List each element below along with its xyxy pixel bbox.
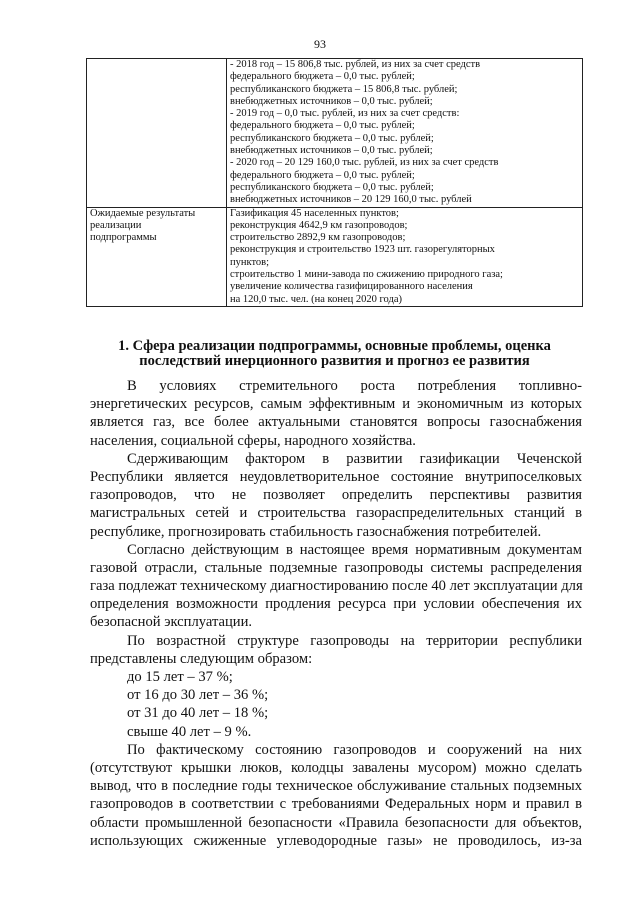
text-line: В условиях стремительного роста потребления топливно- (127, 378, 582, 394)
text-line: использующих сжиженные углеводородные газы» не проводилось, из-за (90, 832, 582, 849)
section-heading (86, 339, 583, 369)
text-line: (отсутствуют крышки люков, колодцы завалены мусором) можно сделать (90, 759, 582, 776)
funding-line: внебюджетных источников – 20 129 160,0 тыс. рублей (230, 194, 472, 206)
funding-line: федерального бюджета – 0,0 тыс. рублей; (230, 71, 415, 83)
text-line: республике, прогнозировать стабильность газоснабжения потребителей. (90, 523, 542, 540)
results-line: строительство 1 мини-завода по сжижению природного газа; (230, 269, 503, 281)
list-item: свыше 40 лет – 9 %. (127, 723, 252, 740)
list-item: от 31 до 40 лет – 18 %; (127, 705, 269, 722)
funding-line: республиканского бюджета – 0,0 тыс. рублей; (230, 181, 434, 193)
funding-line: федерального бюджета – 0,0 тыс. рублей; (230, 169, 415, 181)
results-label-line: Ожидаемые результаты (90, 207, 196, 219)
text-line: энергетических ресурсов, самым эффективным и экономичным из которых (90, 396, 582, 413)
results-label-cell (87, 207, 227, 306)
funding-cell (227, 59, 583, 208)
results-line: Газификация 45 населенных пунктов; (230, 207, 399, 219)
results-line: реконструкция 4642,9 км газопроводов; (230, 219, 408, 231)
text-line: представлены следующим образом: (90, 650, 313, 667)
text-line: Согласно действующим в настоящее время нормативным документам (127, 541, 582, 558)
page-number: 93 (314, 37, 326, 51)
table-row (87, 207, 583, 306)
table-cell-empty (87, 59, 227, 208)
subprogram-passport-table (86, 58, 583, 307)
text-line: определения возможности продления ресурса при условии обеспечения их (90, 596, 582, 613)
text-line: газопроводов в соответствии с требованиями Федеральных норм и правил в (90, 796, 582, 813)
funding-line: - 2018 год – 15 806,8 тыс. рублей, из них за счет средств (230, 59, 481, 70)
text-line: вывод, что в последние годы техническое обслуживание стальных подземных (90, 778, 582, 795)
funding-line: федерального бюджета – 0,0 тыс. рублей; (230, 120, 415, 132)
text-line: газопроводов, что не позволяет определить перспективы развития (90, 487, 582, 504)
results-line: реконструкция и строительство 1923 шт. газорегуляторных (230, 244, 495, 256)
results-line: на 120,0 тыс. чел. (на конец 2020 года) (230, 293, 402, 305)
funding-line: внебюджетных источников – 0,0 тыс. рублей; (230, 145, 433, 157)
body-text (90, 377, 582, 850)
list-item: от 16 до 30 лет – 36 %; (127, 687, 269, 704)
funding-line: республиканского бюджета – 0,0 тыс. рублей; (230, 132, 434, 144)
funding-line: республиканского бюджета – 15 806,8 тыс. рублей; (230, 83, 458, 95)
list-item: до 15 лет – 37 %; (127, 669, 233, 685)
results-label-line: подпрограммы (90, 232, 157, 244)
funding-line: - 2019 год – 0,0 тыс. рублей, из них за счет средств: (230, 108, 460, 120)
results-line: строительство 2892,9 км газопроводов; (230, 232, 406, 244)
funding-line: внебюджетных источников – 0,0 тыс. рублей; (230, 95, 433, 107)
text-line: газовой отрасли, стальные подземные газопроводы системы распределения (90, 559, 582, 576)
results-line: пунктов; (230, 256, 270, 268)
text-line: магистральных сетей и строительства газораспределительных станций в (90, 505, 582, 522)
text-line: газа подлежат техническому диагностированию после 40 лет эксплуатации для (90, 578, 583, 595)
text-line: населения, социальной сферы, народного хозяйства. (90, 432, 416, 449)
results-line: увеличение количества газифицированного населения (230, 281, 473, 293)
text-line: Республики является неудовлетворительное состояние внутрипоселковых (90, 468, 582, 485)
text-line: По фактическому состоянию газопроводов и сооружений на них (127, 741, 582, 758)
text-line: области промышленной безопасности «Правила безопасности для объектов, (90, 814, 582, 831)
text-line: безопасной эксплуатации. (90, 614, 253, 631)
text-line: По возрастной структуре газопроводы на территории республики (127, 632, 582, 649)
section-heading-line: 1. Сфера реализации подпрограммы, основные проблемы, оценка (118, 338, 551, 354)
text-line: является газ, все более актуальными становятся вопросы газоснабжения (90, 414, 582, 431)
text-line: Сдерживающим фактором в развитии газификации Чеченской (127, 450, 582, 467)
section-heading-line: последствий инерционного развития и прогноз ее развития (139, 353, 530, 369)
results-label-line: реализации (90, 219, 142, 231)
funding-line: - 2020 год – 20 129 160,0 тыс. рублей, из них за счет средств (230, 157, 499, 169)
results-cell (227, 207, 583, 306)
table-row (87, 59, 583, 208)
